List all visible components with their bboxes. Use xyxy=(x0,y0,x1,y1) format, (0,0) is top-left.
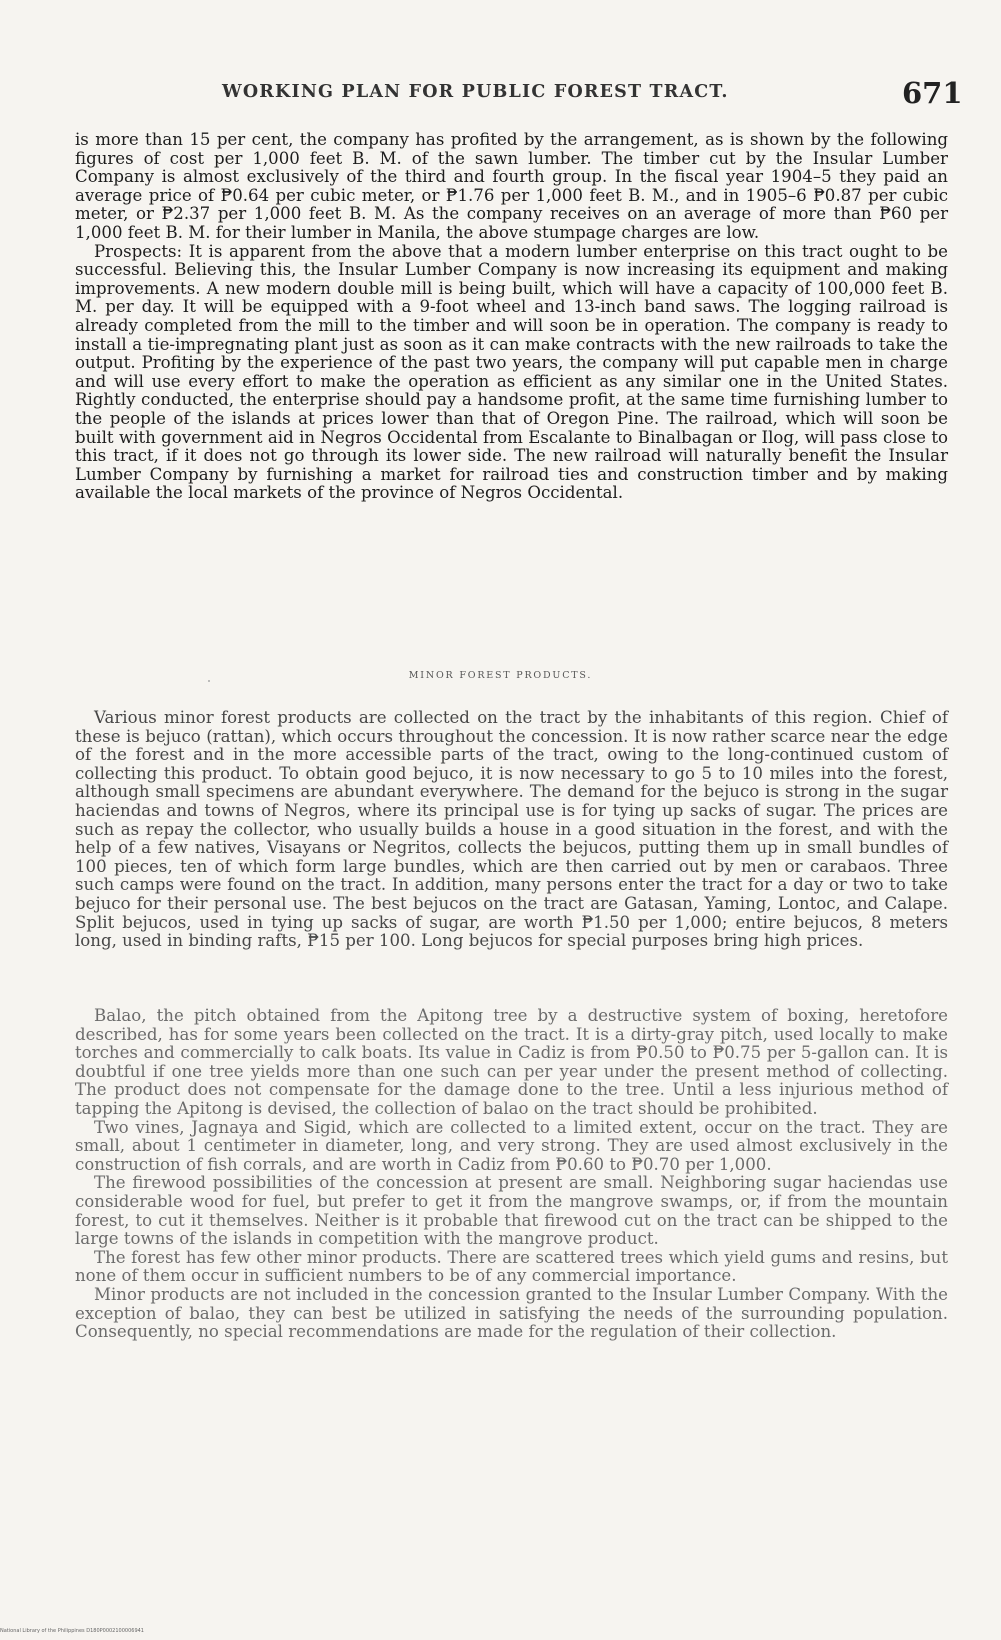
paragraph-stumpage: is more than 15 per cent, the company has profited by the arrangement, as is shown by the following figures of cost per 1,000 feet B. M. of the sawn lumber. The timber cut by the Insular Lumber Company is almost exclusively of the third and fourth group. In the fiscal year 1904–5 they paid an average price of ₱0.64 per cubic meter, or ₱1.76 per 1,000 feet B. M., and in 1905–6 ₱0.87 per cubic meter, or ₱2.37 per 1,000 feet B. M. As the company receives on an average of more than ₱60 per 1,000 feet B. M. for their lumber in Manila, the above stumpage charges are low. xyxy=(75,130,948,242)
paragraph-balao: Balao, the pitch obtained from the Apitong tree by a destructive system of boxing, heretofore described, has for some years been collected on the tract. It is a dirty-gray pitch, used locally to make torches and commercially to calk boats. Its value in Cadiz is from ₱0.50 to ₱0.75 per 5-gallon can. It is doubtful if one tree yields more than one such can per year under the present method of collecting. The product does not compensate for the damage done to the tree. Until a less injurious method of tapping the Apitong is devised, the collection of balao on the tract should be prohibited. xyxy=(75,1006,948,1118)
body-text-upper xyxy=(75,131,948,503)
paragraph-gums-resins: The forest has few other minor products. There are scattered trees which yield gums and resins, but none of them occur in sufficient numbers to be of any commercial importance. xyxy=(75,1247,948,1286)
paragraph-prospects: Prospects: It is apparent from the above that a modern lumber enterprise on this tract ought to be successful. Believing this, the Insular Lumber Company is now increasing its equipment and making improvements. A new modern double mill is being built, which will have a capacity of 100,000 feet B. M. per day. It will be equipped with a 9-foot wheel and 13-inch band saws. The logging railroad is already completed from the mill to the timber and will soon be in operation. The company is ready to install a tie-impregnating plant just as soon as it can make contracts with the new railroads to take the output. Profiting by the experience of the past two years, the company will put capable men in charge and will use every effort to make the operation as efficient as any similar one in the United States. Rightly conducted, the enterprise should pay a handsome profit, at the same time furnishing lumber to the people of the islands at prices lower than that of Oregon Pine. The railroad, which will soon be built with government aid in Negros Occidental from Escalante to Binalbagan or Ilog, will pass close to this tract, if it does not go through its lower side. The new railroad will naturally benefit the Insular Lumber Company by furnishing a market for railroad ties and construction timber and by making available the local markets of the province of Negros Occidental. xyxy=(75,241,948,503)
paragraph-bejuco: Various minor forest products are collected on the tract by the inhabitants of this region. Chief of these is bejuco (rattan), which occurs throughout the concession. It is now rather scarce near the edge of the forest and in the more accessible parts of the tract, owing to the long-continued custom of collecting this product. To obtain good bejuco, it is now necessary to go 5 to 10 miles into the forest, although small specimens are abundant everywhere. The demand for the bejuco is strong in the sugar haciendas and towns of Negros, where its principal use is for tying up sacks of sugar. The prices are such as repay the collector, who usually builds a house in a good situation in the forest, and with the help of a few natives, Visayans or Negritos, collects the bejucos, putting them up in small bundles of 100 pieces, ten of which form large bundles, which are then carried out by men or carabaos. Three such camps were found on the tract. In addition, many persons enter the tract for a day or two to take bejuco for their personal use. The best bejucos on the tract are Gatasan, Yaming, Lontoc, and Calape. Split bejucos, used in tying up sacks of sugar, are worth ₱1.50 per 1,000; entire bejucos, 8 meters long, used in binding rafts, ₱15 per 100. Long bejucos for special purposes bring high prices. xyxy=(75,708,948,951)
paragraph-recommendations: Minor products are not included in the concession granted to the Insular Lumber Company. With the exception of balao, they can best be utilized in satisfying the needs of the surrounding population. Consequently, no special recommendations are made for the regulation of their collection. xyxy=(75,1284,948,1342)
body-text-lower xyxy=(75,1007,948,1342)
running-head: WORKING PLAN FOR PUBLIC FOREST TRACT. xyxy=(222,82,729,102)
page-header xyxy=(0,76,1001,116)
paragraph-firewood: The firewood possibilities of the concession at present are small. Neighboring sugar haciendas use considerable wood for fuel, but prefer to get it from the mangrove swamps, or, if from the mountain forest, to cut it themselves. Neither is it probable that firewood cut on the tract can be shipped to the large towns of the islands in competition with the mangrove product. xyxy=(75,1173,948,1249)
page-number: 671 xyxy=(902,76,963,110)
scan-credit: National Library of the Philippines D180P0002100006941 xyxy=(0,1628,144,1634)
body-text-middle xyxy=(75,709,948,951)
paragraph-vines: Two vines, Jagnaya and Sigid, which are collected to a limited extent, occur on the tract. They are small, about 1 centimeter in diameter, long, and very strong. They are used almost exclusively in the construction of fish corrals, and are worth in Cadiz from ₱0.60 to ₱0.70 per 1,000. xyxy=(75,1117,948,1174)
section-heading: MINOR FOREST PRODUCTS. xyxy=(408,670,593,681)
